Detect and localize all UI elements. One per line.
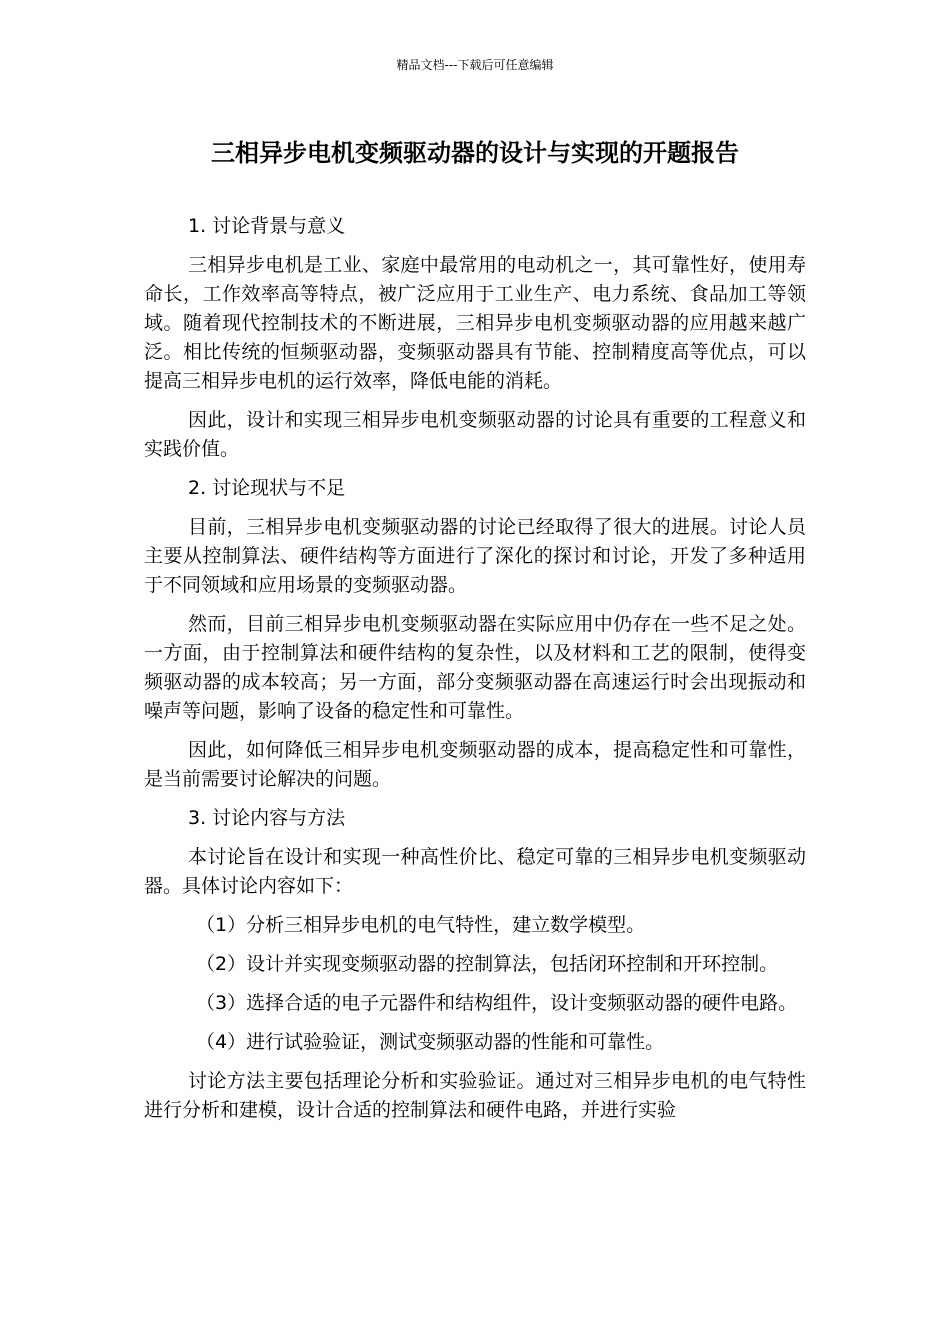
section-2-paragraph-3: 因此，如何降低三相异步电机变频驱动器的成本，提高稳定性和可靠性，是当前需要讨论解决的问题。 (144, 739, 806, 790)
section-3-paragraph-1: 本讨论旨在设计和实现一种高性价比、稳定可靠的三相异步电机变频驱动器。具体讨论内容如下： (144, 846, 806, 897)
research-item-2: （2）设计并实现变频驱动器的控制算法，包括闭环控制和开环控制。 (196, 953, 779, 975)
section-2-paragraph-2: 然而，目前三相异步电机变频驱动器在实际应用中仍存在一些不足之处。一方面，由于控制算法和硬件结构的复杂性，以及材料和工艺的限制，使得变频驱动器的成本较高；另一方面，部分变频驱动器在高速运行时会出现振动和噪声等问题，影响了设备的稳定性和可靠性。 (144, 613, 806, 722)
section-1-heading: 1. 讨论背景与意义 (188, 215, 346, 237)
section-2-heading: 2. 讨论现状与不足 (188, 477, 346, 499)
document-body (144, 212, 806, 1135)
document-title: 三相异步电机变频驱动器的设计与实现的开题报告 (211, 139, 739, 167)
section-3-paragraph-2: 讨论方法主要包括理论分析和实验验证。通过对三相异步电机的电气特性进行分析和建模，设计合适的控制算法和硬件电路，并进行实验 (144, 1070, 806, 1121)
section-2-paragraph-1: 目前，三相异步电机变频驱动器的讨论已经取得了很大的进展。讨论人员主要从控制算法、硬件结构等方面进行了深化的探讨和讨论，开发了多种适用于不同领域和应用场景的变频驱动器。 (144, 516, 806, 596)
page-header: 精品文档---下载后可任意编辑 (396, 58, 554, 72)
section-1-paragraph-1: 三相异步电机是工业、家庭中最常用的电动机之一，其可靠性好，使用寿命长，工作效率高等特点，被广泛应用于工业生产、电力系统、食品加工等领域。随着现代控制技术的不断进展，三相异步电机变频驱动器的应用越来越广泛。相比传统的恒频驱动器，变频驱动器具有节能、控制精度高等优点，可以提高三相异步电机的运行效率，降低电能的消耗。 (144, 254, 806, 392)
research-item-1: （1）分析三相异步电机的电气特性，建立数学模型。 (196, 914, 646, 936)
section-3-heading: 3. 讨论内容与方法 (188, 807, 346, 829)
section-1-paragraph-2: 因此，设计和实现三相异步电机变频驱动器的讨论具有重要的工程意义和实践价值。 (144, 409, 806, 460)
research-item-3: （3）选择合适的电子元器件和结构组件，设计变频驱动器的硬件电路。 (196, 992, 798, 1014)
research-item-4: （4）进行试验验证，测试变频驱动器的性能和可靠性。 (196, 1031, 665, 1053)
